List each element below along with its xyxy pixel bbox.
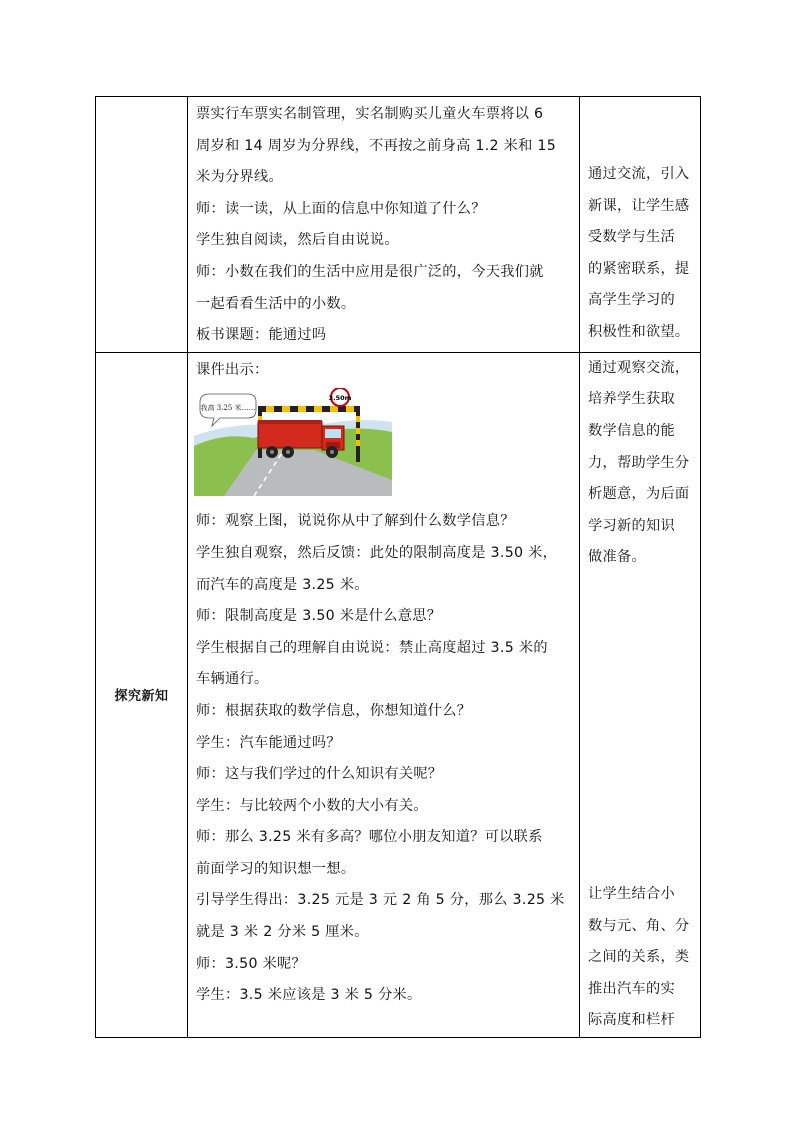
content-line: 米为分界线。 bbox=[196, 169, 283, 186]
content-line: 学生独自阅读，然后自由说说。 bbox=[196, 232, 399, 249]
content-line: 前面学习的知识想一想。 bbox=[196, 860, 356, 877]
note-line: 际高度和栏杆 bbox=[588, 1012, 675, 1029]
content-line: 学生：3.5 米应该是 3 米 5 分米。 bbox=[196, 987, 422, 1004]
content-line: 票实行车票实名制管理，实名制购买儿童火车票将以 6 bbox=[196, 106, 544, 122]
note-line: 受数学与生活 bbox=[588, 229, 675, 246]
content-line: 学生：汽车能通过吗？ bbox=[196, 734, 341, 751]
note-line: 做准备。 bbox=[588, 549, 646, 566]
note-line: 高学生学习的 bbox=[588, 292, 675, 309]
content-cell bbox=[188, 97, 580, 353]
note-line: 数学信息的能 bbox=[588, 422, 675, 439]
note-line: 通过观察交流， bbox=[588, 359, 690, 376]
note-line: 的紧密联系，提 bbox=[588, 260, 690, 277]
content-line: 车辆通行。 bbox=[196, 671, 269, 688]
content-line: 引导学生得出：3.25 元是 3 元 2 角 5 分，那么 3.25 米 bbox=[196, 892, 565, 909]
height-limit-sign-text: 3.50m bbox=[328, 394, 352, 403]
note-line: 数与元、角、分 bbox=[588, 917, 690, 934]
content-cell bbox=[188, 352, 580, 1037]
content-line: 师：3.50 米呢？ bbox=[196, 955, 307, 972]
content-line: 师：小数在我们的生活中应用是很广泛的，今天我们就 bbox=[196, 263, 544, 280]
content-line: 师：限制高度是 3.50 米是什么意思？ bbox=[196, 608, 442, 625]
note-line: 新课，让学生感 bbox=[588, 197, 690, 214]
content-line: 师：观察上图，说说你从中了解到什么数学信息？ bbox=[196, 513, 515, 530]
design-intent-cell bbox=[580, 352, 701, 1037]
note-line: 之间的关系，类 bbox=[588, 949, 690, 966]
note-line: 学习新的知识 bbox=[588, 517, 675, 534]
content-line: 学生独自观察，然后反馈：此处的限制高度是 3.50 米， bbox=[196, 544, 558, 561]
content-line: 就是 3 米 2 分米 5 厘米。 bbox=[196, 924, 369, 941]
content-line: 课件出示： bbox=[196, 361, 269, 378]
content-line: 师：那么 3.25 米有多高？哪位小朋友知道？可以联系 bbox=[196, 829, 543, 846]
content-line: 师：这与我们学过的什么知识有关呢？ bbox=[196, 766, 443, 783]
note-line: 让学生结合小 bbox=[588, 885, 675, 902]
note-line: 积极性和欲望。 bbox=[588, 323, 690, 340]
stage-cell: 探究新知 bbox=[96, 352, 188, 1037]
content-line: 学生：与比较两个小数的大小有关。 bbox=[196, 797, 428, 814]
note-line: 培养学生获取 bbox=[588, 391, 675, 408]
table-row bbox=[96, 352, 701, 1037]
content-line: 一起看看生活中的小数。 bbox=[196, 295, 356, 312]
table-row bbox=[96, 97, 701, 353]
content-line: 师：根据获取的数学信息，你想知道什么？ bbox=[196, 702, 472, 719]
content-line: 板书课题：能通过吗 bbox=[196, 327, 327, 344]
note-line: 通过交流，引入 bbox=[588, 166, 690, 182]
design-intent-cell bbox=[580, 97, 701, 353]
truck-height-limit-illustration bbox=[194, 388, 392, 496]
note-line: 力，帮助学生分 bbox=[588, 454, 690, 471]
note-line: 析题意，为后面 bbox=[588, 486, 690, 503]
lesson-plan-table bbox=[95, 96, 701, 1038]
content-line: 师：读一读，从上面的信息中你知道了什么？ bbox=[196, 200, 486, 217]
content-line: 而汽车的高度是 3.25 米。 bbox=[196, 576, 369, 593]
speech-bubble-text: 我高 3.25 米…… bbox=[200, 404, 256, 413]
content-line: 周岁和 14 周岁为分界线，不再按之前身高 1.2 米和 15 bbox=[196, 137, 557, 154]
note-line: 推出汽车的实 bbox=[588, 980, 675, 997]
stage-cell bbox=[96, 97, 188, 353]
content-line: 学生根据自己的理解自由说说：禁止高度超过 3.5 米的 bbox=[196, 639, 548, 656]
